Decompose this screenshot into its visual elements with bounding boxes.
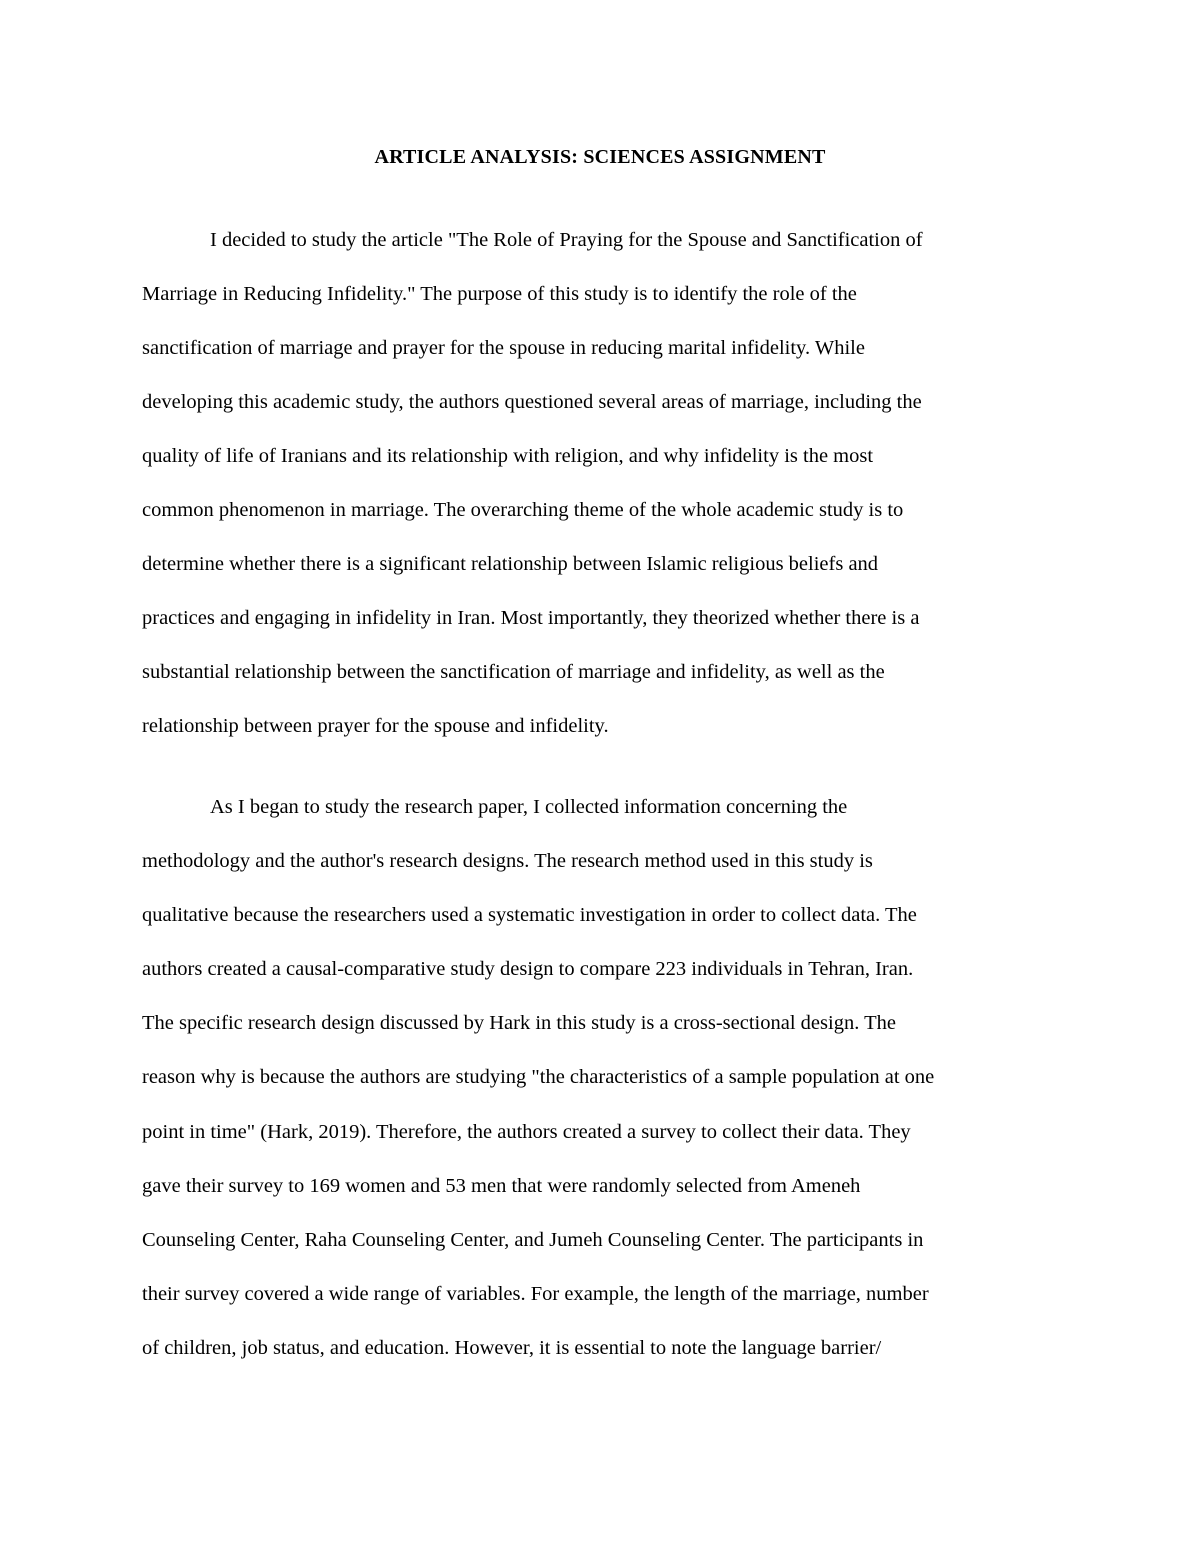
paragraph-line: reason why is because the authors are studying "the characteristics of a sample population at one [142,1066,935,1088]
paragraph-line: authors created a causal-comparative study design to compare 223 individuals in Tehran, Iran. [142,958,914,980]
paragraph-line: common phenomenon in marriage. The overarching theme of the whole academic study is to [142,499,904,521]
paragraph-line: methodology and the author's research designs. The research method used in this study is [142,850,873,872]
paragraph-line: developing this academic study, the authors questioned several areas of marriage, including the [142,391,922,413]
paragraph-line: Counseling Center, Raha Counseling Center, and Jumeh Counseling Center. The participants in [142,1229,924,1251]
paragraph-line: sanctification of marriage and prayer for the spouse in reducing marital infidelity. While [142,337,865,359]
paragraph-line: The specific research design discussed by Hark in this study is a cross-sectional design. The [142,1012,896,1034]
paragraph-line: relationship between prayer for the spouse and infidelity. [142,715,609,737]
paragraph-line: determine whether there is a significant relationship between Islamic religious beliefs and [142,553,879,575]
paragraph-line: I decided to study the article "The Role of Praying for the Spouse and Sanctification of [210,229,923,251]
paragraph-line: qualitative because the researchers used a systematic investigation in order to collect data. The [142,904,917,926]
paragraph-line: substantial relationship between the sanctification of marriage and infidelity, as well as the [142,661,885,683]
paragraph-line: quality of life of Iranians and its relationship with religion, and why infidelity is the most [142,445,874,467]
paragraph-line: As I began to study the research paper, I collected information concerning the [210,796,848,818]
paragraph-line: point in time" (Hark, 2019). Therefore, the authors created a survey to collect their data. They [142,1121,911,1143]
paragraph-line: practices and engaging in infidelity in Iran. Most importantly, they theorized whether there is a [142,607,920,629]
paragraph-line: of children, job status, and education. However, it is essential to note the language barrier/ [142,1337,882,1359]
paragraph-line: gave their survey to 169 women and 53 men that were randomly selected from Ameneh [142,1175,861,1197]
paragraph-line: Marriage in Reducing Infidelity." The purpose of this study is to identify the role of the [142,283,857,305]
paragraph-line: their survey covered a wide range of variables. For example, the length of the marriage, number [142,1283,929,1305]
document-title: ARTICLE ANALYSIS: SCIENCES ASSIGNMENT [374,146,826,168]
